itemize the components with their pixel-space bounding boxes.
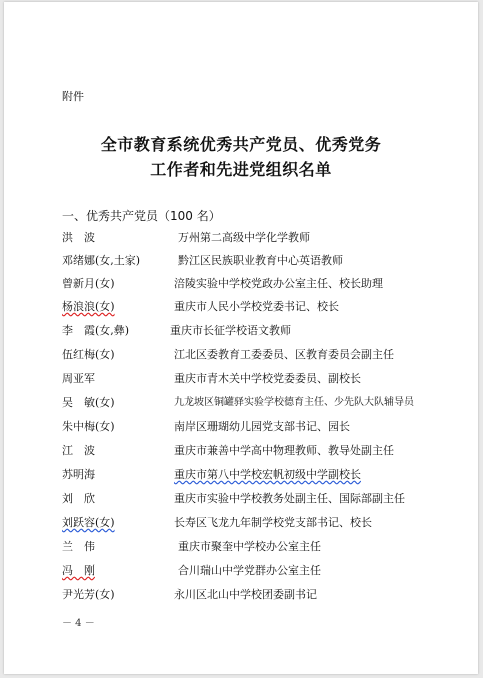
- member-desc: 黔江区民族职业教育中心英语教师: [178, 254, 343, 267]
- member-desc: 南岸区珊瑚幼儿园党支部书记、园长: [174, 420, 350, 433]
- member-name: 冯 刚: [62, 564, 95, 577]
- document-page: [4, 2, 478, 674]
- member-desc: 重庆市聚奎中学校办公室主任: [178, 540, 321, 553]
- member-name: 尹光芳(女): [62, 588, 115, 601]
- member-desc: 涪陵实验中学校党政办公室主任、校长助理: [174, 277, 383, 290]
- member-name: 朱中梅(女): [62, 420, 115, 433]
- member-name: 周亚军: [62, 372, 95, 385]
- member-name: 曾新月(女): [62, 277, 115, 290]
- member-name: 刘 欣: [62, 492, 95, 505]
- attachment-label: 附件: [62, 90, 84, 103]
- member-desc: 永川区北山中学校团委副书记: [174, 588, 317, 601]
- document-title-line-2: 工作者和先进党组织名单: [150, 160, 332, 179]
- member-desc: 九龙坡区铜罐驿实验学校德育主任、少先队大队辅导员: [174, 397, 414, 408]
- member-name: 苏明海: [62, 468, 95, 481]
- section-heading: 一、优秀共产党员（100 名）: [62, 209, 221, 223]
- member-name: 江 波: [62, 444, 95, 457]
- member-desc: 重庆市青木关中学校党委委员、副校长: [174, 372, 361, 385]
- member-name: 杨浪浪(女): [62, 300, 115, 313]
- member-desc: 合川瑞山中学党群办公室主任: [178, 564, 321, 577]
- member-desc: 江北区委教育工委委员、区教育委员会副主任: [174, 348, 394, 361]
- member-desc: 重庆市第八中学校宏帆初级中学副校长: [174, 468, 361, 481]
- member-desc: 重庆市人民小学校党委书记、校长: [174, 300, 339, 313]
- member-desc: 重庆市长征学校语文教师: [170, 324, 291, 337]
- member-name: 李 霞(女,彝): [62, 324, 130, 337]
- member-desc: 长寿区飞龙九年制学校党支部书记、校长: [174, 516, 372, 529]
- member-name: 吴 敏(女): [62, 396, 115, 409]
- member-name: 刘跃容(女): [62, 516, 115, 529]
- member-name: 伍红梅(女): [62, 348, 115, 361]
- document-title-line-1: 全市教育系统优秀共产党员、优秀党务: [100, 135, 382, 154]
- member-desc: 重庆市实验中学校教务处副主任、国际部副主任: [174, 492, 405, 505]
- member-desc: 万州第二高级中学化学教师: [178, 231, 310, 244]
- page-number: － 4 －: [62, 618, 95, 629]
- member-desc: 重庆市兼善中学高中物理教师、教导处副主任: [174, 444, 394, 457]
- member-name: 洪 波: [62, 231, 95, 244]
- member-name: 兰 伟: [62, 540, 95, 553]
- member-name: 邓绪娜(女,土家): [62, 254, 141, 267]
